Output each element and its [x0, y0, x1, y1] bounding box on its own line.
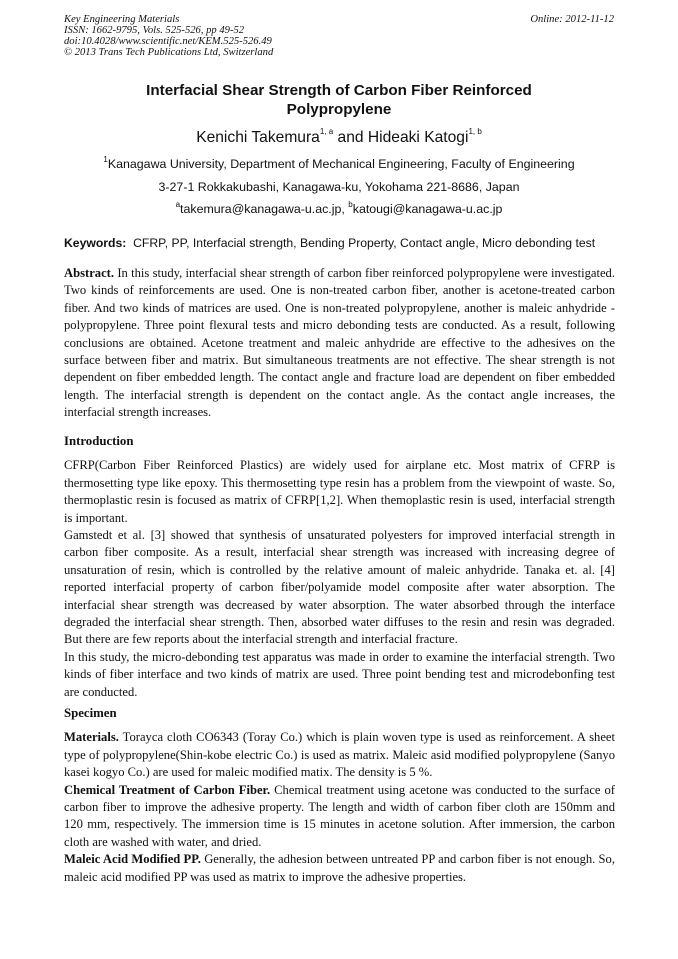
keywords-text: CFRP, PP, Interfacial strength, Bending Property, Contact angle, Micro debonding test [126, 236, 596, 250]
online-date: Online: 2012-11-12 [530, 14, 614, 25]
section-heading: Introduction [64, 434, 134, 448]
affiliation-text: Kanagawa University, Department of Mechanical Engineering, Faculty of Engineering [107, 157, 575, 171]
title-line: Polypropylene [286, 101, 392, 118]
paragraph [64, 851, 615, 886]
email-sup: b [348, 200, 353, 209]
journal-header [64, 14, 614, 58]
paragraph: In this study, the micro-debonding test apparatus was made in order to examine the interfacial strength. Two kinds of fiber interface and two kinds of matrix are used. Three point bending test and microdebonfing test are conducted. [64, 649, 615, 699]
paragraph-label: Chemical Treatment of Carbon Fiber. [64, 782, 271, 797]
address-line: 3-27-1 Rokkakubashi, Kanagawa-ku, Yokohama 221-8686, Japan [158, 180, 520, 194]
issn: ISSN: 1662-9795, Vols. 525-526, pp 49-52 [64, 25, 245, 36]
paragraph-text: Chemical treatment using acetone was conducted to the surface of carbon fiber to improve the adhesive property. The length and width of carbon fiber cloth are 150mm and 120 mm, respectively. The immersion time is 15 minutes in acetone solution. After immersion, the carbon cloth are washed with water, and dried. [64, 782, 615, 849]
abstract-text: In this study, interfacial shear strength of carbon fiber reinforced polypropylene were investigated. Two kinds of reinforcements are used. One is non-treated carbon fiber, another is acetone-treated carbon fiber. And two kinds of matrices are used. One is non-treated polypropylene, another is maleic anhydride -polypropylene. Three point flexural tests and micro debonding tests are conducted. As a result, following conclusions are obtained. Acetone treatment and maleic anhydride are effective to the adhesives on the surface between fiber and matrix. But simultaneous treatments are not effective. The shear strength is not dependent on fiber embedded length. The contact angle and fracture load are dependent on fiber embedded length. The interfacial strength is dependent on the contact angle. As the contact angle increases, the interfacial strength increases. [64, 266, 615, 420]
paragraph [64, 729, 615, 781]
paragraph-text: Torayca cloth CO6343 (Toray Co.) which is plain woven type is used as reinforcement. A sheet type of polypropylene(Shin-kobe electric Co.) is used as matrix. Maleic asid modified polypropylene (Sanyo kasei kogyo Co.) are used for maleic modified matix. The density is 5 %. [64, 730, 615, 780]
email-sup: a [175, 200, 181, 209]
email-a: takemura@kanagawa-u.ac.jp, [180, 202, 349, 216]
paper-title [64, 81, 614, 119]
author-sup: 1, b [468, 127, 482, 136]
section-heading: Specimen [64, 706, 117, 720]
keywords [64, 236, 624, 250]
journal-name: Key Engineering Materials [64, 14, 180, 25]
affiliation-line [64, 157, 614, 171]
paragraph-label: Materials. [64, 730, 119, 745]
abstract-label: Abstract. [64, 266, 115, 280]
author-name: Hideaki Katogi [367, 129, 469, 146]
authors-and: and [333, 129, 368, 146]
affiliation-sup: 1 [103, 155, 108, 164]
paragraph: CFRP(Carbon Fiber Reinforced Plastics) are widely used for airplane etc. Most matrix of CFRP is thermosetting type like epoxy. This thermosetting type resin has a problem from the viewpoint of waste. So, thermoplastic resin is focused as matrix of CFRP[1,2]. When themoplastic resin is used, interfacial strength is important. [64, 458, 615, 525]
paragraph-text: Generally, the adhesion between untreated PP and carbon fiber is not enough. So, maleic acid modified PP was used as matrix to improve the adhesive properties. [64, 852, 616, 884]
keywords-label: Keywords: [64, 236, 127, 250]
email-line [64, 202, 614, 216]
author-name: Kenichi Takemura [196, 129, 320, 146]
title-line: Interfacial Shear Strength of Carbon Fiber Reinforced [146, 82, 532, 99]
authors [64, 129, 614, 147]
doi: doi:10.4028/www.scientific.net/KEM.525-526.49 [64, 36, 272, 47]
paragraph: Gamstedt et al. [3] showed that synthesis of unsaturated polyesters for improved interfacial strength in carbon fiber composite. As a result, interfacial shear strength was increased with increasing degree of unsaturation of resin, which is controlled by the relative amount of maleic anhydride. Tanaka et. al. [4] reported interfacial property of carbon fiber/polyamide model composite after water absorption. The interfacial shear strength was decreased by water absorption. The water absorbed through the interface degraded the interfacial shear strength. Then, absorbed water diffuses to the resin and resin was degraded. But there are few reports about the interfacial strength and interfacial fracture. [64, 528, 615, 647]
specimen-section [64, 705, 615, 886]
paragraph [64, 782, 615, 852]
email-b: katougi@kanagawa-u.ac.jp [352, 202, 503, 216]
copyright: © 2013 Trans Tech Publications Ltd, Switzerland [64, 47, 274, 58]
introduction-section [64, 433, 615, 701]
paragraph-label: Maleic Acid Modified PP. [64, 852, 201, 867]
abstract [64, 265, 615, 422]
author-sup: 1, a [319, 127, 334, 136]
